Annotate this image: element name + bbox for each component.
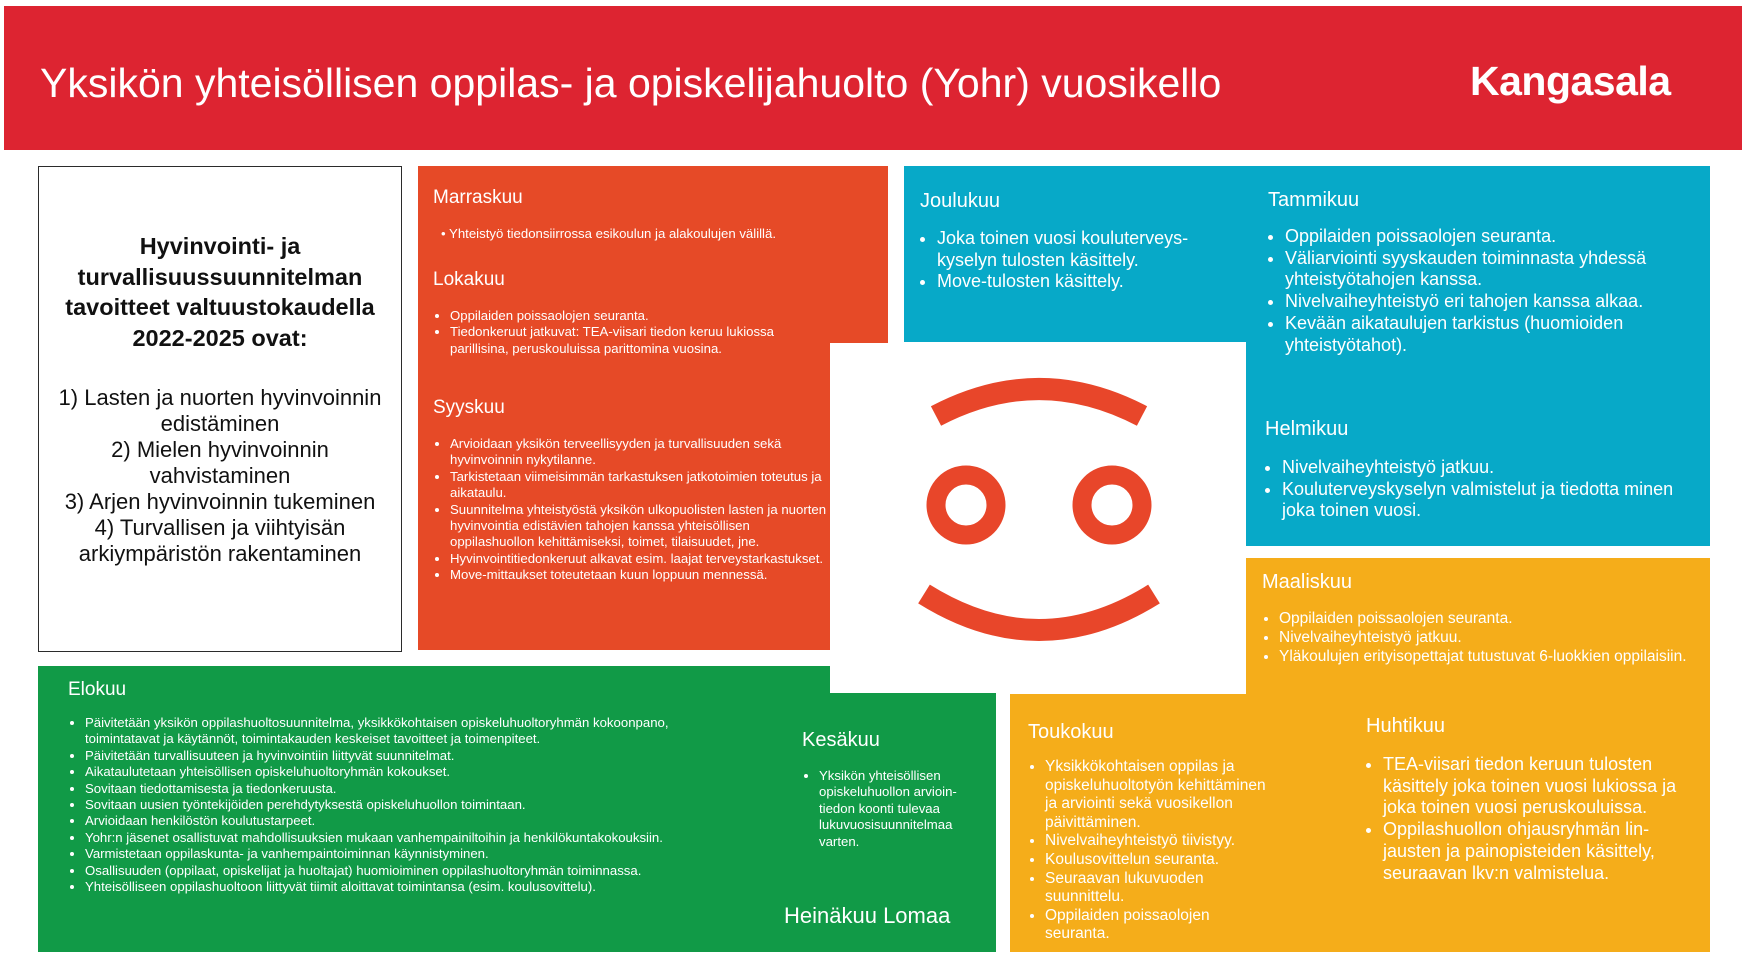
list-item: • Tiedonkeruut jatkuvat: TEA-viisari tiedon keruu lukiossa parillisina, peruskouluissa parittomina vuosina. bbox=[450, 324, 828, 357]
month-title-syyskuu: Syyskuu bbox=[433, 397, 505, 418]
page-title: Yksikön yhteisöllisen oppilas- ja opiskelijahuolto (Yohr) vuosikello bbox=[40, 60, 1222, 106]
month-title-kesakuu: Kesäkuu bbox=[802, 729, 880, 751]
smiley-face-icon bbox=[914, 368, 1164, 664]
list-item: • Yksikön yhteisöllisen opiskeluhuollon arvioin-tiedon koonti tulevaa lukuvuosisuunnitelmaa varten. bbox=[819, 768, 980, 850]
list-item: • Suunnitelma yhteistyöstä yksikön ulkopuolisten lasten ja nuorten hyvinvointia edistävien tahojen kanssa yhteisöllisen oppilashuollon kehittämiseksi, toimet, tilaisuudet, jne. bbox=[450, 502, 833, 551]
autumn-panel bbox=[418, 166, 888, 650]
section-syyskuu bbox=[433, 396, 833, 584]
smiley-mouth bbox=[924, 594, 1154, 630]
list-item: • Väliarviointi syyskauden toiminnasta yhdessä yhteistyötahojen kanssa. bbox=[1285, 248, 1694, 291]
goal-item: 4) Turvallisen ja viihtyisän arkiympäristön rakentaminen bbox=[78, 515, 362, 566]
list-lokakuu bbox=[433, 308, 828, 357]
list-item: • Oppilaiden poissaolojen seuranta. bbox=[1279, 609, 1692, 628]
list-joulukuu bbox=[920, 228, 1240, 293]
winter-panel-left bbox=[904, 166, 1246, 342]
list-item: • Nivelvaiheyhteistyö jatkuu. bbox=[1282, 457, 1691, 479]
section-tammikuu bbox=[1268, 188, 1694, 356]
list-item: • Yksikkökohtaisen oppilas ja opiskeluhuoltotyön kehittäminen ja arviointi sekä vuosikellon päivittäminen. bbox=[1045, 758, 1278, 832]
section-maaliskuu bbox=[1262, 570, 1692, 667]
list-item: • TEA-viisari tiedon keruun tulosten käsittely joka toinen vuosi lukiossa ja joka toinen vuosi peruskouluissa. bbox=[1383, 754, 1696, 819]
list-item: • Tarkistetaan viimeisimmän tarkastuksen jatkotoimien toteutus ja aikataulu. bbox=[450, 469, 833, 502]
spring-panel-upper bbox=[1246, 558, 1710, 696]
month-title-joulukuu: Joulukuu bbox=[920, 190, 1001, 212]
month-title-maaliskuu: Maaliskuu bbox=[1262, 571, 1353, 593]
list-kesakuu bbox=[802, 768, 980, 850]
list-item: • Arvioidaan henkilöstön koulutustarpeet. bbox=[85, 813, 708, 829]
list-item: • Oppilaiden poissaolojen seuranta. bbox=[1045, 907, 1278, 944]
list-toukokuu bbox=[1028, 758, 1278, 944]
list-item: • Nivelvaiheyhteistyö tiivistyy. bbox=[1045, 832, 1278, 851]
summer-panel bbox=[38, 666, 996, 952]
smiley-svg bbox=[914, 368, 1164, 664]
list-syyskuu bbox=[433, 436, 833, 584]
list-item: • Nivelvaiheyhteistyö eri tahojen kanssa alkaa. bbox=[1285, 291, 1694, 313]
goals-box bbox=[38, 166, 402, 652]
month-title-huhtikuu: Huhtikuu bbox=[1366, 715, 1445, 737]
list-item: • Move-mittaukset toteutetaan kuun loppuun mennessä. bbox=[450, 567, 833, 583]
smiley-brow bbox=[936, 389, 1142, 416]
list-huhtikuu bbox=[1366, 754, 1696, 884]
list-item: • Seuraavan lukuvuoden suunnittelu. bbox=[1045, 870, 1278, 907]
list-item: • Päivitetään turvallisuuteen ja hyvinvointiin liittyvät suunnitelmat. bbox=[85, 748, 708, 764]
smiley-right-eye bbox=[1082, 475, 1142, 535]
month-title-helmikuu: Helmikuu bbox=[1265, 418, 1349, 440]
spring-panel-lower bbox=[1010, 694, 1710, 952]
section-marraskuu bbox=[433, 186, 853, 242]
list-item: • Päivitetään yksikön oppilashuoltosuunnitelma, yksikkökohtaisen opiskeluhuoltoryhmän kokoonpano, toimintatavat ja käytännöt, toimintakauden keskeiset tavoitteet ja toimenpiteet. bbox=[85, 715, 708, 748]
list-item: • Oppilashuollon ohjausryhmän lin-jausten ja painopisteiden käsittely, seuraavan lkv:n valmistelua. bbox=[1383, 819, 1696, 884]
list-item: • Osallisuuden (oppilaat, opiskelijat ja huoltajat) huomioiminen oppilashuoltoryhmän toiminnassa. bbox=[85, 863, 708, 879]
list-item: • Oppilaiden poissaolojen seuranta. bbox=[1285, 226, 1694, 248]
month-title-marraskuu: Marraskuu bbox=[433, 187, 523, 208]
goals-heading: Hyvinvointi- ja turvallisuussuunnitelman tavoitteet valtuustokaudella 2022-2025 ovat: bbox=[65, 233, 375, 351]
list-item: • Yohr:n jäsenet osallistuvat mahdollisuuksien mukaan vanhempainiltoihin ja henkilökuntakokouksiin. bbox=[85, 830, 708, 846]
list-item: • Joka toinen vuosi kouluterveys-kyselyn tulosten käsittely. bbox=[937, 228, 1240, 271]
list-item: • Kouluterveyskyselyn valmistelut ja tiedotta minen joka toinen vuosi. bbox=[1282, 479, 1691, 522]
list-item: • Yhteistyö tiedonsiirrossa esikoulun ja alakoulujen välillä. bbox=[441, 226, 776, 241]
list-item: • Nivelvaiheyhteistyö jatkuu. bbox=[1279, 628, 1692, 647]
goals-list bbox=[43, 385, 397, 567]
list-item: • Move-tulosten käsittely. bbox=[937, 271, 1240, 293]
list-helmikuu bbox=[1265, 457, 1691, 522]
goal-item: 3) Arjen hyvinvoinnin tukeminen bbox=[64, 489, 376, 514]
header-banner bbox=[4, 6, 1742, 150]
month-title-heinakuu: Heinäkuu Lomaa bbox=[784, 903, 951, 928]
list-maaliskuu bbox=[1262, 609, 1692, 667]
list-item: • Aikataulutetaan yhteisöllisen opiskeluhuoltoryhmän kokoukset. bbox=[85, 764, 708, 780]
section-toukokuu bbox=[1028, 720, 1278, 944]
smiley-left-eye bbox=[936, 475, 996, 535]
section-helmikuu bbox=[1265, 417, 1691, 522]
list-tammikuu bbox=[1268, 226, 1694, 356]
list-item: • Sovitaan uusien työntekijöiden perehdytyksestä opiskeluhuollon toimintaan. bbox=[85, 797, 708, 813]
goal-item: 1) Lasten ja nuorten hyvinvoinnin edistäminen bbox=[58, 385, 382, 436]
list-item: • Varmistetaan oppilaskunta- ja vanhempaintoiminnan käynnistyminen. bbox=[85, 846, 708, 862]
month-title-elokuu: Elokuu bbox=[68, 679, 127, 700]
list-item: • Hyvinvointitiedonkeruut alkavat esim. laajat terveystarkastukset. bbox=[450, 551, 833, 567]
month-title-lokakuu: Lokakuu bbox=[433, 269, 505, 290]
section-joulukuu bbox=[920, 189, 1240, 293]
month-title-tammikuu: Tammikuu bbox=[1268, 189, 1360, 211]
goal-item: 2) Mielen hyvinvoinnin vahvistaminen bbox=[111, 437, 329, 488]
section-huhtikuu bbox=[1366, 714, 1696, 884]
list-item: • Yläkoulujen erityisopettajat tutustuvat 6-luokkien oppilaisiin. bbox=[1279, 647, 1692, 666]
list-item: • Oppilaiden poissaolojen seuranta. bbox=[450, 308, 828, 324]
section-lokakuu bbox=[433, 268, 828, 357]
list-marraskuu bbox=[433, 226, 853, 242]
kangasala-logo: Kangasala bbox=[1470, 58, 1671, 104]
section-kesakuu bbox=[802, 728, 980, 850]
month-title-toukokuu: Toukokuu bbox=[1028, 721, 1114, 743]
winter-panel-right bbox=[1246, 166, 1710, 546]
list-elokuu bbox=[68, 715, 708, 895]
section-elokuu bbox=[68, 678, 708, 895]
list-item: • Koulusovittelun seuranta. bbox=[1045, 851, 1278, 870]
list-item: • Arvioidaan yksikön terveellisyyden ja turvallisuuden sekä hyvinvoinnin nykytilanne. bbox=[450, 436, 833, 469]
list-item: • Yhteisölliseen oppilashuoltoon liittyvät tiimit aloittavat toimintansa (esim. koulusovittelu). bbox=[85, 879, 708, 895]
list-item: • Sovitaan tiedottamisesta ja tiedonkeruusta. bbox=[85, 781, 708, 797]
list-item: • Kevään aikataulujen tarkistus (huomioiden yhteistyötahot). bbox=[1285, 313, 1694, 356]
